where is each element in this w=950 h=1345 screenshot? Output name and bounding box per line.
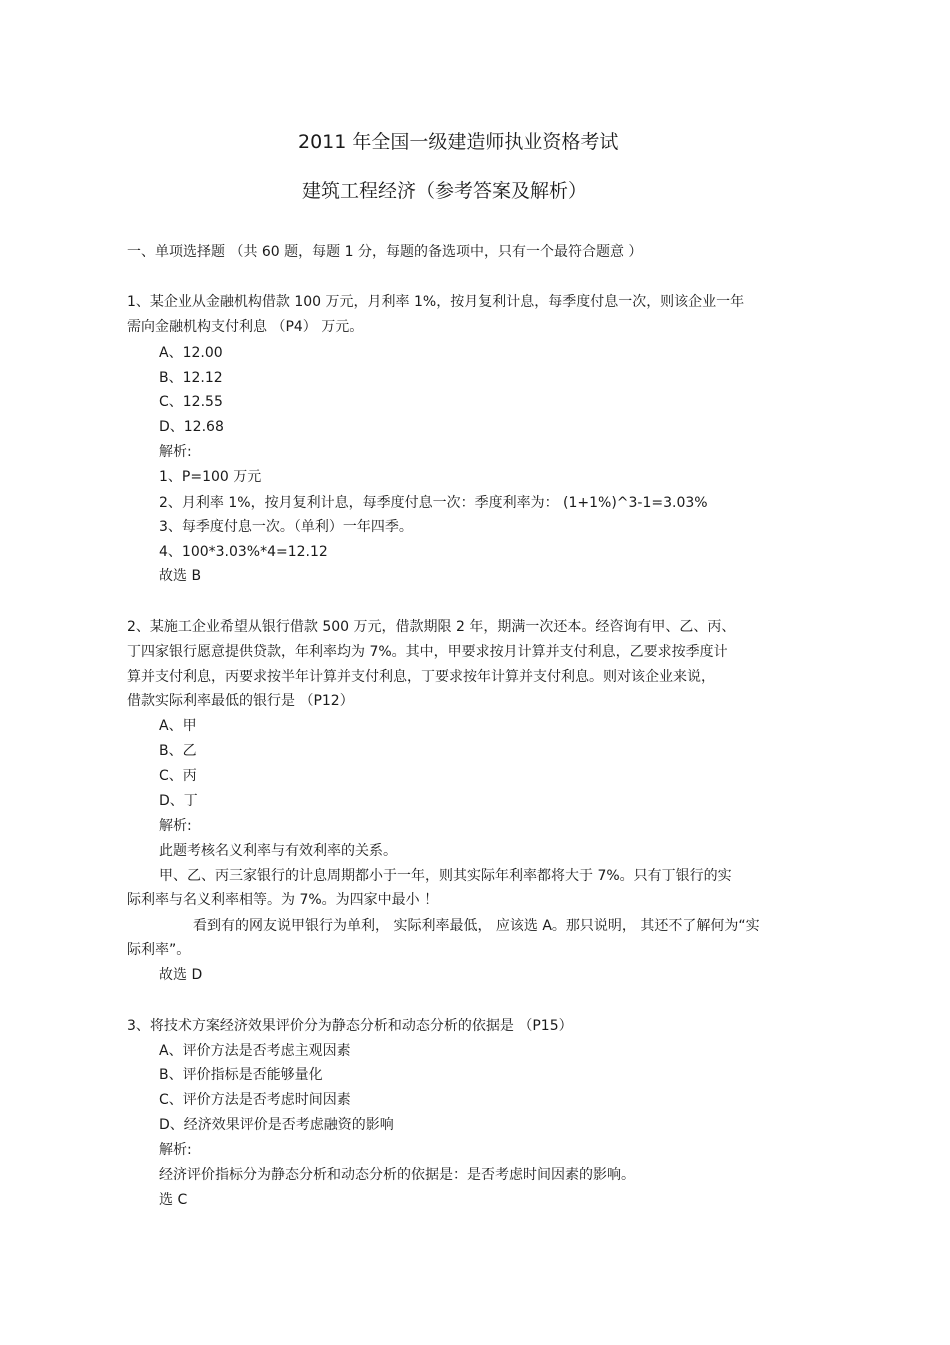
option-d: D、丁 [159, 793, 198, 809]
section-heading: 一、单项选择题 （共 60 题，每题 1 分，每题的备选项中，只有一个最符合题意 ） [127, 244, 643, 260]
analysis-label: 解析: [159, 1142, 192, 1158]
question-stem: 1、某企业从金融机构借款 100 万元，月利率 1%，按月复利计息，每季度付息一次，则该企业一年 [127, 294, 745, 310]
option-a: A、评价方法是否考虑主观因素 [159, 1043, 351, 1059]
answer: 故选 B [159, 568, 202, 584]
question-stem: 2、某施工企业希望从银行借款 500 万元，借款期限 2 年，期满一次还本。经咨询有甲、乙、丙、 [127, 619, 736, 635]
analysis-line: 4、100*3.03%*4=12.12 [159, 544, 328, 560]
answer: 故选 D [159, 967, 203, 983]
analysis-line: 甲、乙、丙三家银行的计息周期都小于一年，则其实际年利率都将大于 7%。只有丁银行的实 [159, 868, 732, 884]
document-title: 2011 年全国一级建造师执业资格考试 [298, 131, 619, 153]
option-b: B、评价指标是否能够量化 [159, 1067, 323, 1083]
analysis-line: 经济评价指标分为静态分析和动态分析的依据是：是否考虑时间因素的影响。 [159, 1167, 635, 1183]
option-c: C、丙 [159, 768, 197, 784]
analysis-line: 际利率”。 [127, 942, 191, 958]
question-stem: 算并支付利息，丙要求按半年计算并支付利息，丁要求按年计算并支付利息。则对该企业来说， [127, 669, 715, 685]
option-d: D、12.68 [159, 419, 224, 435]
analysis-label: 解析: [159, 818, 192, 834]
analysis-line: 1、P=100 万元 [159, 469, 262, 485]
question-stem: 借款实际利率最低的银行是 （P12） [127, 693, 354, 709]
option-b: B、乙 [159, 743, 197, 759]
question-stem: 需向金融机构支付利息 （P4） 万元。 [127, 319, 364, 335]
analysis-line: 2、月利率 1%，按月复利计息，每季度付息一次：季度利率为： (1+1%)^3-1=3.03% [159, 495, 708, 511]
question-stem: 丁四家银行愿意提供贷款，年利率均为 7%。其中，甲要求按月计算并支付利息，乙要求按季度计 [127, 644, 728, 660]
answer: 选 C [159, 1192, 188, 1208]
analysis-line: 看到有的网友说甲银行为单利， 实际利率最低， 应该选 A。那只说明， 其还不了解何为“实 [193, 918, 760, 934]
analysis-line: 际利率与名义利率相等。为 7%。为四家中最小 ！ [127, 892, 439, 908]
option-c: C、12.55 [159, 394, 223, 410]
option-a: A、12.00 [159, 345, 223, 361]
option-a: A、甲 [159, 718, 197, 734]
option-b: B、12.12 [159, 370, 223, 386]
option-d: D、经济效果评价是否考虑融资的影响 [159, 1117, 394, 1133]
analysis-line: 3、每季度付息一次。（单利）一年四季。 [159, 519, 413, 535]
analysis-label: 解析: [159, 444, 192, 460]
document-subtitle: 建筑工程经济（参考答案及解析） [302, 180, 588, 202]
option-c: C、评价方法是否考虑时间因素 [159, 1092, 351, 1108]
analysis-line: 此题考核名义利率与有效利率的关系。 [159, 843, 397, 859]
question-stem: 3、将技术方案经济效果评价分为静态分析和动态分析的依据是 （P15） [127, 1018, 573, 1034]
